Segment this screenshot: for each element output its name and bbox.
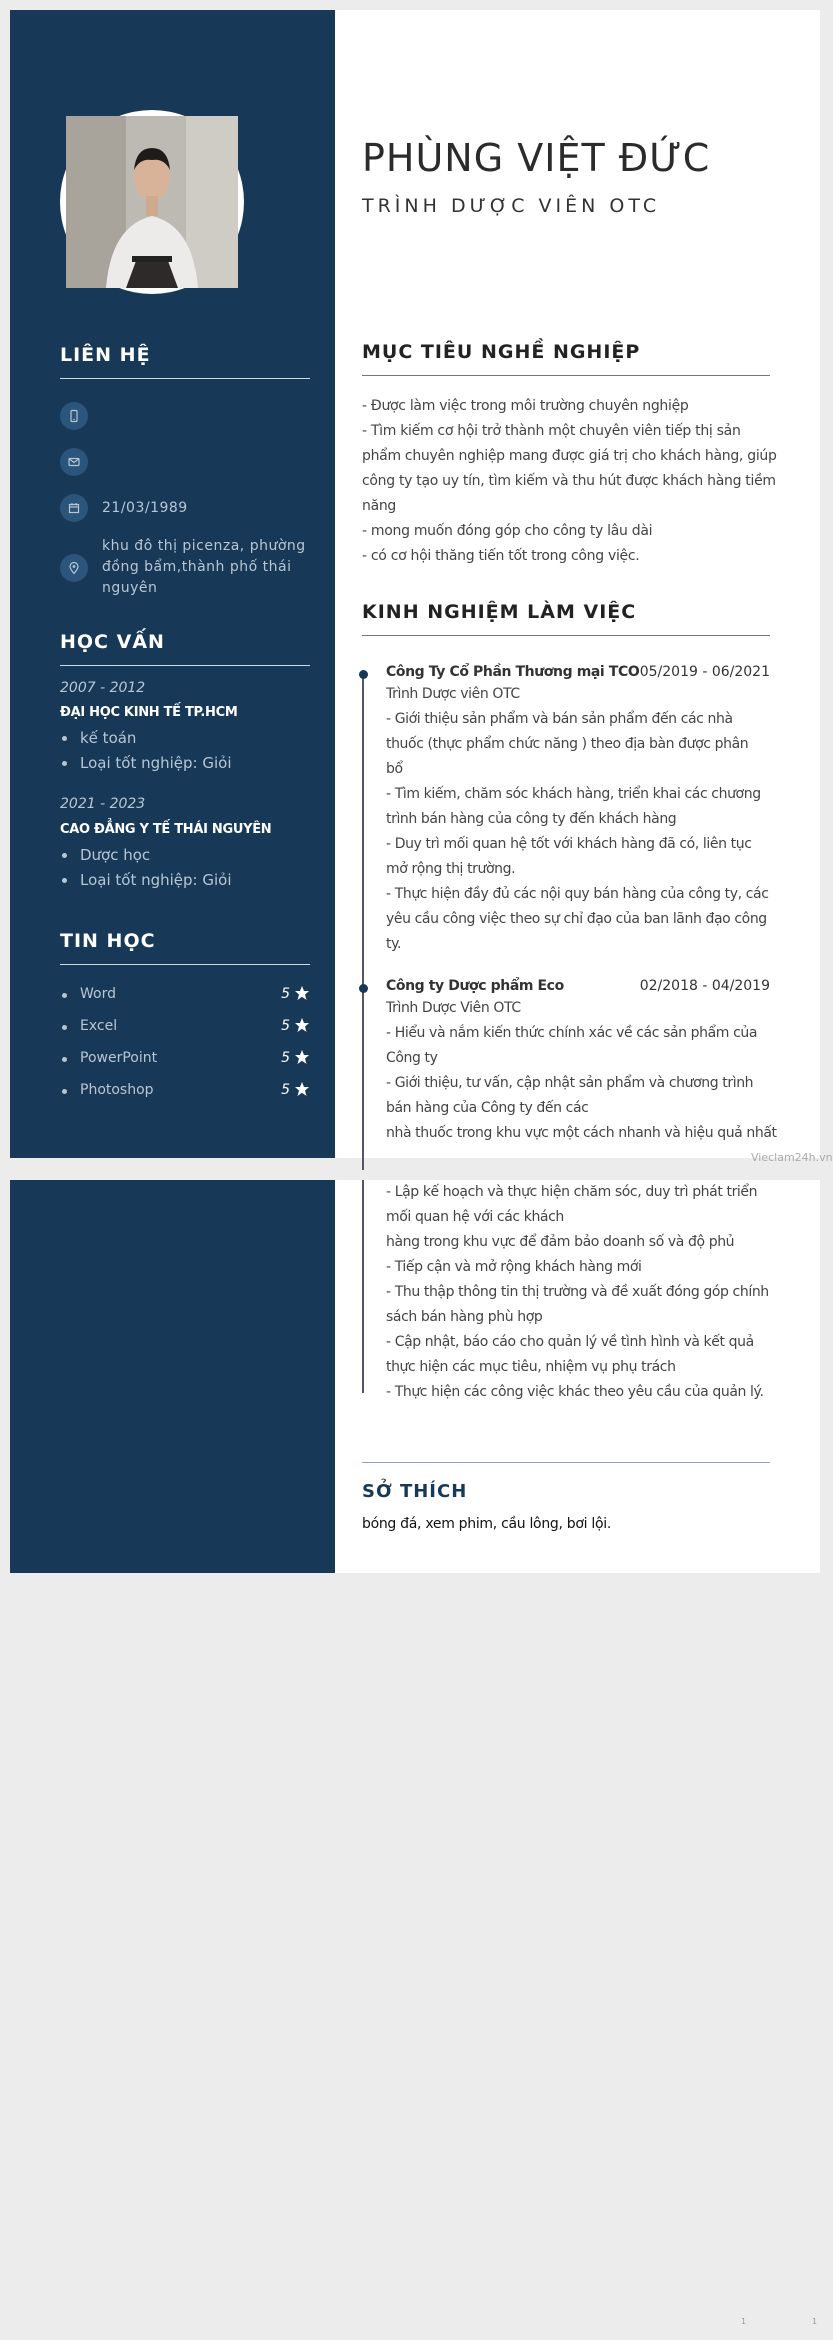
job-line: - Giới thiệu, tư vấn, cập nhật sản phẩm và chương trình	[386, 1075, 754, 1091]
job-date: 02/2018 - 04/2019	[639, 978, 770, 994]
education-school: ĐẠI HỌC KINH TẾ TP.HCM	[60, 705, 238, 720]
education-detail: Dược học	[60, 843, 232, 868]
contact-phone	[60, 402, 310, 430]
contact-heading: LIÊN HỆ	[60, 344, 310, 379]
contact-address	[60, 536, 310, 599]
job-line: hàng trong khu vực để đảm bảo doanh số và độ phủ	[386, 1234, 735, 1250]
objective-line: năng	[362, 498, 397, 514]
job-description	[386, 682, 771, 957]
page-number: 1	[812, 2317, 818, 2326]
job-line: - Cập nhật, báo cáo cho quản lý về tình hình và kết quả	[386, 1334, 754, 1350]
objective-line: phẩm chuyên nghiệp mang được giá trị cho khách hàng, giúp	[362, 448, 777, 464]
calendar-icon	[60, 494, 88, 522]
phone-icon	[60, 402, 88, 430]
email-icon	[60, 448, 88, 476]
job-line: - Thực hiện các công việc khác theo yêu cầu của quản lý.	[386, 1384, 764, 1400]
skill-level: 5	[281, 1050, 290, 1066]
hobbies-heading: SỞ THÍCH	[362, 1462, 770, 1502]
job-line: - Thực hiện đầy đủ các nội quy bán hàng của công ty, các	[386, 886, 769, 902]
page-number: 1	[741, 2317, 747, 2326]
job-line: Trình Dược Viên OTC	[386, 1000, 521, 1016]
resume-page-1	[10, 10, 833, 1164]
bullet-dot	[62, 1025, 67, 1030]
skill-name: Photoshop	[80, 1082, 154, 1098]
education-details	[60, 843, 232, 893]
education-details	[60, 726, 232, 776]
timeline-dot	[359, 984, 368, 993]
birthday-text: 21/03/1989	[102, 499, 188, 516]
job-line: ty.	[386, 936, 402, 952]
job-line: yêu cầu công việc theo sự chỉ đạo của ban lãnh đạo công	[386, 911, 767, 927]
sidebar	[10, 10, 335, 1158]
contact-birthday	[60, 494, 310, 522]
bullet-dot	[62, 1057, 67, 1062]
education-detail: Loại tốt nghiệp: Giỏi	[60, 868, 232, 893]
skill-name: Excel	[80, 1018, 118, 1034]
objective-line: công ty tạo uy tín, tìm kiếm và thu hút được khách hàng tiềm	[362, 473, 776, 489]
it-skills-heading: TIN HỌC	[60, 930, 310, 965]
job-line: - Tiếp cận và mở rộng khách hàng mới	[386, 1259, 642, 1275]
job-line: - Giới thiệu sản phẩm và bán sản phẩm đến các nhà	[386, 711, 733, 727]
education-detail: Loại tốt nghiệp: Giỏi	[60, 751, 232, 776]
job-company: Công Ty Cổ Phần Thương mại TCO	[386, 664, 640, 680]
job-line: - Thu thập thông tin thị trường và đề xuất đóng góp chính	[386, 1284, 769, 1300]
job-company: Công ty Dược phẩm Eco	[386, 978, 564, 994]
skill-level: 5	[281, 1018, 290, 1034]
job-line: Công ty	[386, 1050, 438, 1066]
skill-row	[60, 1016, 310, 1038]
job-line: bổ	[386, 761, 403, 777]
avatar-photo	[66, 116, 238, 288]
skill-name: PowerPoint	[80, 1050, 158, 1066]
star-icon	[294, 1049, 310, 1065]
bullet-dot	[62, 1089, 67, 1094]
hobbies-text: bóng đá, xem phim, cầu lông, bơi lội.	[362, 1516, 611, 1532]
objective-line: - có cơ hội thăng tiến tốt trong công việc.	[362, 548, 640, 564]
job-line: Trình Dược viên OTC	[386, 686, 520, 702]
skill-level: 5	[281, 1082, 290, 1098]
skill-row	[60, 1080, 310, 1102]
job-line: - Lập kế hoạch và thực hiện chăm sóc, duy trì phát triển	[386, 1184, 758, 1200]
job-line: nhà thuốc trong khu vực một cách nhanh và hiệu quả nhất	[386, 1125, 777, 1141]
job-description-continued	[386, 1180, 771, 1405]
contact-email	[60, 448, 310, 476]
education-heading: HỌC VẤN	[60, 631, 310, 666]
bullet-dot	[62, 993, 67, 998]
skill-name: Word	[80, 986, 116, 1002]
candidate-job-title: TRÌNH DƯỢC VIÊN OTC	[362, 195, 661, 217]
job-line: trình bán hàng của công ty đến khách hàng	[386, 811, 677, 827]
timeline-line	[362, 670, 366, 1170]
experience-heading: KINH NGHIỆM LÀM VIỆC	[362, 601, 770, 636]
location-icon	[60, 554, 88, 582]
timeline-dot	[359, 670, 368, 679]
candidate-name: PHÙNG VIỆT ĐỨC	[362, 136, 711, 180]
star-icon	[294, 1081, 310, 1097]
skill-row	[60, 984, 310, 1006]
resume-page-2	[10, 1180, 820, 1573]
education-years: 2021 - 2023	[60, 796, 146, 812]
education-detail: kế toán	[60, 726, 232, 751]
education-years: 2007 - 2012	[60, 680, 146, 696]
job-date: 05/2019 - 06/2021	[639, 664, 770, 680]
objective-line: - Tìm kiếm cơ hội trở thành một chuyên viên tiếp thị sản	[362, 423, 741, 439]
job-line: thực hiện các mục tiêu, nhiệm vụ phụ trách	[386, 1359, 676, 1375]
avatar	[60, 110, 244, 294]
job-line: mở rộng thị trường.	[386, 861, 516, 877]
watermark: Vieclam24h.vn	[751, 1151, 833, 1164]
timeline-line	[362, 1180, 366, 1393]
education-school: CAO ĐẲNG Y TẾ THÁI NGUYÊN	[60, 822, 272, 837]
objective-heading: MỤC TIÊU NGHỀ NGHIỆP	[362, 341, 770, 376]
star-icon	[294, 985, 310, 1001]
skill-level: 5	[281, 986, 290, 1002]
objective-text	[362, 394, 777, 569]
address-text: khu đô thị picenza, phường đồng bẩm,thành phố thái nguyên	[102, 538, 306, 596]
sidebar	[10, 1180, 335, 1573]
job-line: mối quan hệ với các khách	[386, 1209, 564, 1225]
skill-row	[60, 1048, 310, 1070]
job-line: thuốc (thực phẩm chức năng ) theo địa bàn được phân	[386, 736, 749, 752]
job-line: - Duy trì mối quan hệ tốt với khách hàng đã có, liên tục	[386, 836, 752, 852]
objective-line: - Được làm việc trong môi trường chuyên nghiệp	[362, 398, 689, 414]
star-icon	[294, 1017, 310, 1033]
job-description	[386, 996, 777, 1146]
objective-line: - mong muốn đóng góp cho công ty lâu dài	[362, 523, 653, 539]
job-line: bán hàng của Công ty đến các	[386, 1100, 589, 1116]
job-line: - Tìm kiếm, chăm sóc khách hàng, triển khai các chương	[386, 786, 761, 802]
job-line: sách bán hàng phù hợp	[386, 1309, 543, 1325]
job-line: - Hiểu và nắm kiến thức chính xác về các sản phẩm của	[386, 1025, 758, 1041]
